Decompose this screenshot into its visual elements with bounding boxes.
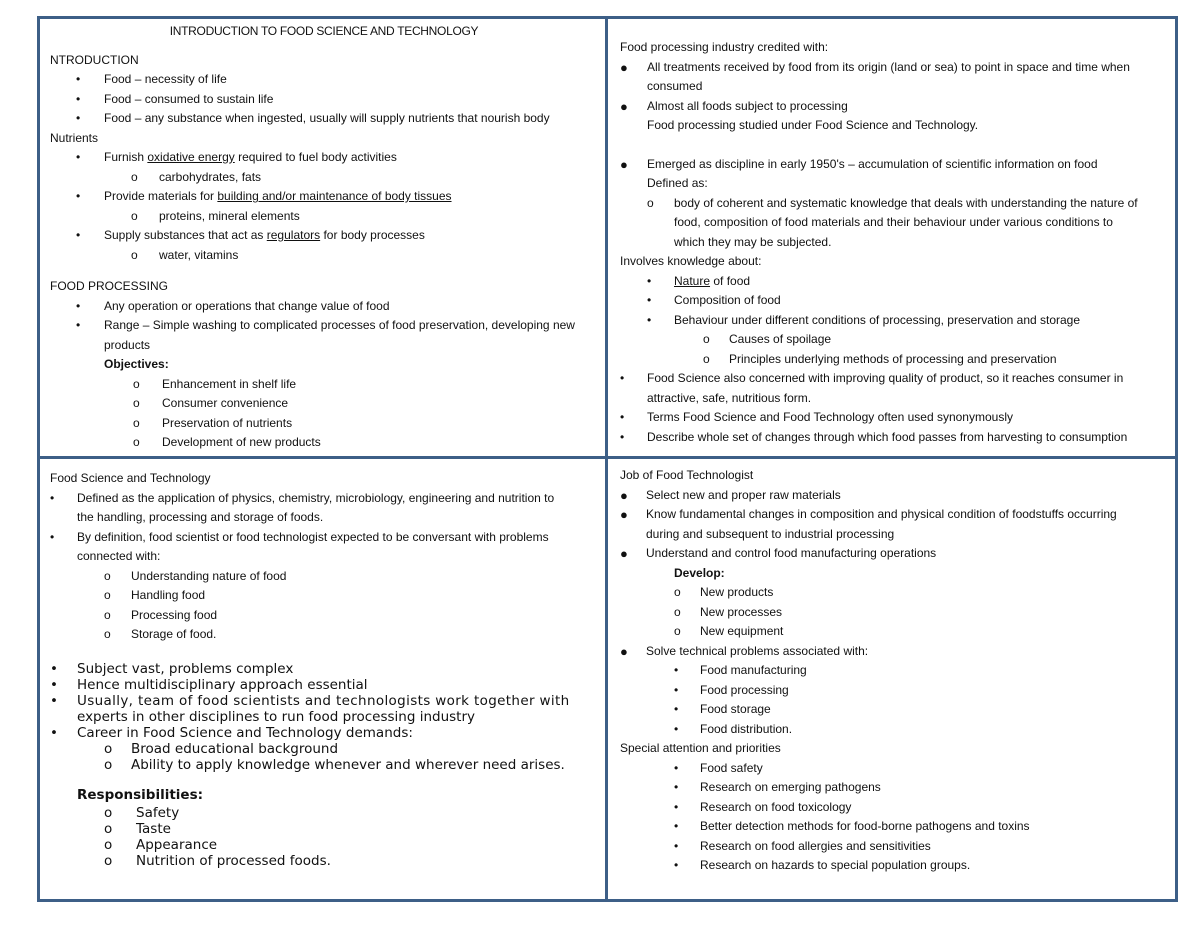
list-item: • Terms Food Science and Food Technology often used synonymously <box>620 410 1013 424</box>
sub-item: • Research on food toxicology <box>674 799 852 814</box>
sub-item: o Broad educational background <box>104 740 339 757</box>
sub-item: o New processes <box>674 604 783 619</box>
sub-item: • Food manufacturing <box>674 663 807 677</box>
list-item: • Provide materials for building and/or maintenance of body tissues <box>76 189 452 203</box>
develop-heading: Develop: <box>674 565 725 580</box>
list-item: • Composition of food <box>647 293 781 307</box>
list-item: • By definition, food scientist or food technologist expected to be conversant with problems <box>50 529 549 544</box>
sub-item: • Better detection methods for food-borne pathogens and toxins <box>674 819 1030 833</box>
sub-item: o water, vitamins <box>131 247 239 262</box>
list-item: • Defined as the application of physics, chemistry, microbiology, engineering and nutrition to <box>50 490 555 505</box>
list-item-continued: consumed <box>647 79 703 93</box>
nutrients-heading: Nutrients <box>50 130 99 145</box>
column-divider <box>605 16 608 902</box>
list-item: ● Emerged as discipline in early 1950's – accumulation of scientific information on food <box>620 156 1098 172</box>
quadrant-introduction <box>50 22 598 453</box>
list-item: • Supply substances that act as regulators for body processes <box>76 228 425 242</box>
list-item-continued: attractive, safe, nutritious form. <box>647 390 812 405</box>
sub-item: o body of coherent and systematic knowledge that deals with understanding the nature of <box>647 195 1138 210</box>
row-divider <box>37 456 1178 459</box>
sub-item: o Taste <box>104 821 171 837</box>
list-item: • Food Science also concerned with improving quality of product, so it reaches consumer in <box>620 371 1124 385</box>
list-item: ● Understand and control food manufacturing operations <box>620 546 937 561</box>
quadrant-processing-industry <box>620 38 1166 447</box>
introduction-heading: NTRODUCTION <box>50 52 139 67</box>
list-item: • Range – Simple washing to complicated processes of food preservation, developing new <box>76 318 575 332</box>
list-item: ● Solve technical problems associated with: <box>620 643 869 659</box>
list-item: ● Almost all foods subject to processing <box>620 98 848 114</box>
sub-item: • Research on food allergies and sensitivities <box>674 838 931 853</box>
list-item: ● Know fundamental changes in composition and physical condition of foodstuffs occurring <box>620 507 1117 522</box>
list-item: • Any operation or operations that change value of food <box>76 298 390 313</box>
quadrant-food-science-technology <box>50 469 598 869</box>
list-item-continued: during and subsequent to industrial processing <box>646 526 895 541</box>
sub-item: o carbohydrates, fats <box>131 169 262 184</box>
sub-item: • Food safety <box>674 760 763 775</box>
sub-item: • Food processing <box>674 682 789 697</box>
page-title: INTRODUCTION TO FOOD SCIENCE AND TECHNOLOGY <box>169 24 479 38</box>
sub-item: • Research on hazards to special population groups. <box>674 858 971 872</box>
list-item: • Food – consumed to sustain life <box>76 91 274 106</box>
sub-item: o New products <box>674 585 774 599</box>
list-item-continued: the handling, processing and storage of foods. <box>77 510 324 524</box>
sub-item: • Food storage <box>674 702 771 716</box>
sub-item: o Processing food <box>104 607 218 622</box>
list-item: • Describe whole set of changes through which food passes from harvesting to consumption <box>620 429 1128 444</box>
list-item: ● Select new and proper raw materials <box>620 487 841 503</box>
list-item: • Hence multidisciplinary approach essential <box>50 676 368 693</box>
section-heading: Food Science and Technology <box>50 471 211 485</box>
sub-item: o proteins, mineral elements <box>131 208 300 223</box>
sub-item: o Consumer convenience <box>133 396 289 410</box>
list-item-continued: experts in other disciplines to run food processing industry <box>77 708 476 725</box>
sub-item: o Ability to apply knowledge whenever and wherever need arises. <box>104 756 565 773</box>
sub-item-continued: which they may be subjected. <box>674 234 832 249</box>
list-item: • Food – any substance when ingested, usually will supply nutrients that nourish body <box>76 111 550 125</box>
priorities-heading: Special attention and priorities <box>620 741 781 755</box>
section-heading: Job of Food Technologist <box>620 468 754 482</box>
list-item: • Subject vast, problems complex <box>50 660 294 677</box>
sub-item: o Causes of spoilage <box>703 332 832 346</box>
sub-item: o Principles underlying methods of processing and preservation <box>703 351 1057 366</box>
sub-item: o Preservation of nutrients <box>133 415 293 430</box>
sub-item: o Handling food <box>104 588 206 602</box>
list-item: • Behaviour under different conditions of processing, preservation and storage <box>647 312 1081 327</box>
list-item: ● All treatments received by food from its origin (land or sea) to point in space and time when <box>620 59 1130 75</box>
list-item-continued: Food processing studied under Food Science and Technology. <box>647 118 979 132</box>
involves-label: Involves knowledge about: <box>620 254 762 268</box>
sub-item: o New equipment <box>674 624 784 638</box>
list-item: • Nature of food <box>647 273 751 288</box>
sub-item: o Appearance <box>104 837 218 853</box>
sub-item: o Enhancement in shelf life <box>133 376 297 391</box>
sub-item: o Development of new products <box>133 435 321 449</box>
list-item: • Food – necessity of life <box>76 72 227 86</box>
objectives-heading: Objectives: <box>104 357 169 371</box>
responsibilities-heading: Responsibilities: <box>77 786 204 803</box>
sub-item: o Understanding nature of food <box>104 568 287 583</box>
defined-label: Defined as: <box>647 176 708 190</box>
lead-text: Food processing industry credited with: <box>620 40 829 54</box>
food-processing-heading: FOOD PROCESSING <box>50 279 169 293</box>
list-item: • Usually, team of food scientists and technologists work together with <box>50 692 570 709</box>
sub-item: • Research on emerging pathogens <box>674 780 881 794</box>
sub-item: • Food distribution. <box>674 721 793 736</box>
list-item: • Furnish oxidative energy required to fuel body activities <box>76 150 397 164</box>
list-item-continued: connected with: <box>77 549 161 563</box>
sub-item: o Storage of food. <box>104 627 217 641</box>
list-item-continued: products <box>104 337 151 352</box>
quadrant-food-technologist <box>620 466 1166 876</box>
sub-item: o Safety <box>104 805 180 821</box>
sub-item: o Nutrition of processed foods. <box>104 853 331 869</box>
list-item: • Career in Food Science and Technology demands: <box>50 724 413 741</box>
sub-item-continued: food, composition of food materials and their behaviour under various conditions to <box>674 215 1113 229</box>
